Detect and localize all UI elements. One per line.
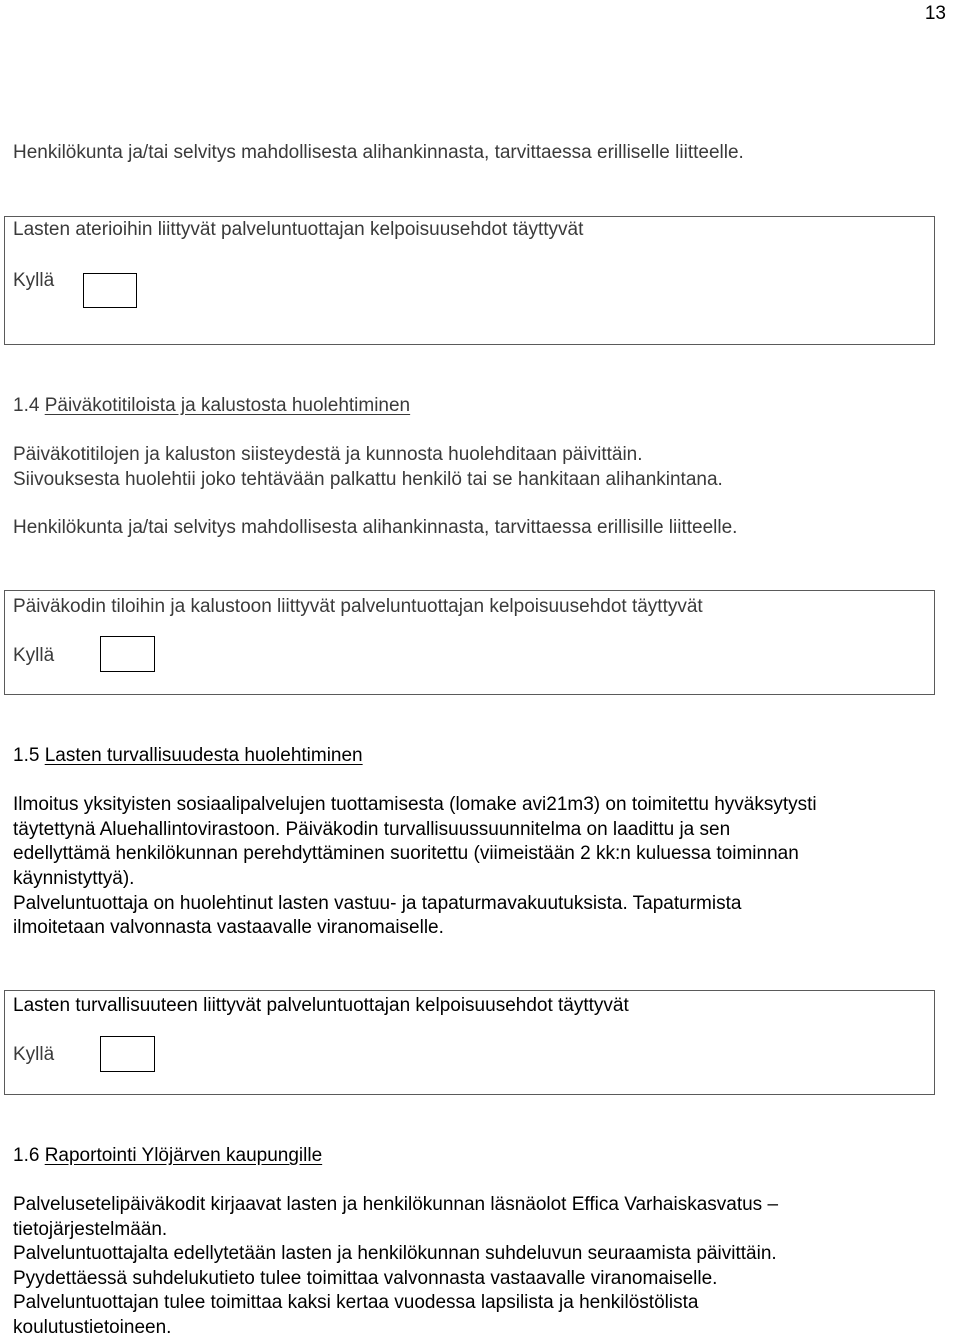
paragraph-line: Päiväkotitilojen ja kaluston siisteydestä ja kunnosta huolehditaan päivittäin. <box>13 444 643 465</box>
section-title: Raportointi Ylöjärven kaupungille <box>44 1145 323 1166</box>
section-heading <box>13 1144 322 1169</box>
safety-requirements-box <box>4 990 935 1095</box>
section-heading <box>13 744 363 769</box>
section-title: Päiväkotitiloista ja kalustosta huolehtiminen <box>44 395 411 416</box>
paragraph-line: edellyttämä henkilökunnan perehdyttäminen suoritettu (viimeistään 2 kk:n kuluessa toiminnan <box>13 843 799 864</box>
yes-label: Kyllä <box>13 1044 55 1065</box>
paragraph-line: tietojärjestelmään. <box>13 1219 168 1240</box>
section-number: 1.6 <box>13 1145 40 1166</box>
paragraph-line: käynnistyttyä). <box>13 868 135 889</box>
paragraph-line: Palvelusetelipäiväkodit kirjaavat lasten ja henkilökunnan läsnäolot Effica Varhaiskasvatus – <box>13 1194 779 1215</box>
page-number: 13 <box>924 3 946 24</box>
box-title: Lasten aterioihin liittyvät palveluntuottajan kelpoisuusehdot täyttyvät <box>13 219 584 240</box>
premises-yes-checkbox[interactable] <box>100 636 155 672</box>
paragraph-line: koulutustietoineen. <box>13 1317 172 1338</box>
yes-label: Kyllä <box>13 270 55 291</box>
box-title: Lasten turvallisuuteen liittyvät palveluntuottajan kelpoisuusehdot täyttyvät <box>13 995 629 1016</box>
paragraph-line: Palveluntuottaja on huolehtinut lasten vastuu- ja tapaturmavakuutuksista. Tapaturmista <box>13 893 742 914</box>
paragraph-line: täytettynä Aluehallintovirastoon. Päiväkodin turvallisuussuunnitelma on laadittu ja sen <box>13 819 731 840</box>
paragraph-line: Palveluntuottajan tulee toimittaa kaksi kertaa vuodessa lapsilista ja henkilöstölista <box>13 1292 699 1313</box>
premises-requirements-box <box>4 590 935 695</box>
paragraph-line: Ilmoitus yksityisten sosiaalipalvelujen tuottamisesta (lomake avi21m3) on toimitettu hyväksytysti <box>13 794 817 815</box>
yes-label: Kyllä <box>13 645 55 666</box>
safety-yes-checkbox[interactable] <box>100 1036 155 1072</box>
paragraph-line: Palveluntuottajalta edellytetään lasten ja henkilökunnan suhdeluvun seuraamista päivittäin. <box>13 1243 777 1264</box>
box-title: Päiväkodin tiloihin ja kalustoon liittyvät palveluntuottajan kelpoisuusehdot täyttyvät <box>13 596 703 617</box>
paragraph-line: Siivouksesta huolehtii joko tehtävään palkattu henkilö tai se hankitaan alihankintana. <box>13 469 723 490</box>
section-title: Lasten turvallisuudesta huolehtiminen <box>44 745 363 766</box>
section-number: 1.4 <box>13 395 40 416</box>
meals-yes-checkbox[interactable] <box>83 273 137 308</box>
staff-note: Henkilökunta ja/tai selvitys mahdollisesta alihankinnasta, tarvittaessa erilliselle liitteelle. <box>13 142 744 163</box>
section-number: 1.5 <box>13 745 40 766</box>
staff-note: Henkilökunta ja/tai selvitys mahdollisesta alihankinnasta, tarvittaessa erillisille liitteelle. <box>13 517 738 538</box>
paragraph-line: Pyydettäessä suhdelukutieto tulee toimittaa valvonnasta vastaavalle viranomaiselle. <box>13 1268 718 1289</box>
meals-requirements-box <box>4 216 935 345</box>
section-heading <box>13 394 410 419</box>
paragraph-line: ilmoitetaan valvonnasta vastaavalle viranomaiselle. <box>13 917 444 938</box>
